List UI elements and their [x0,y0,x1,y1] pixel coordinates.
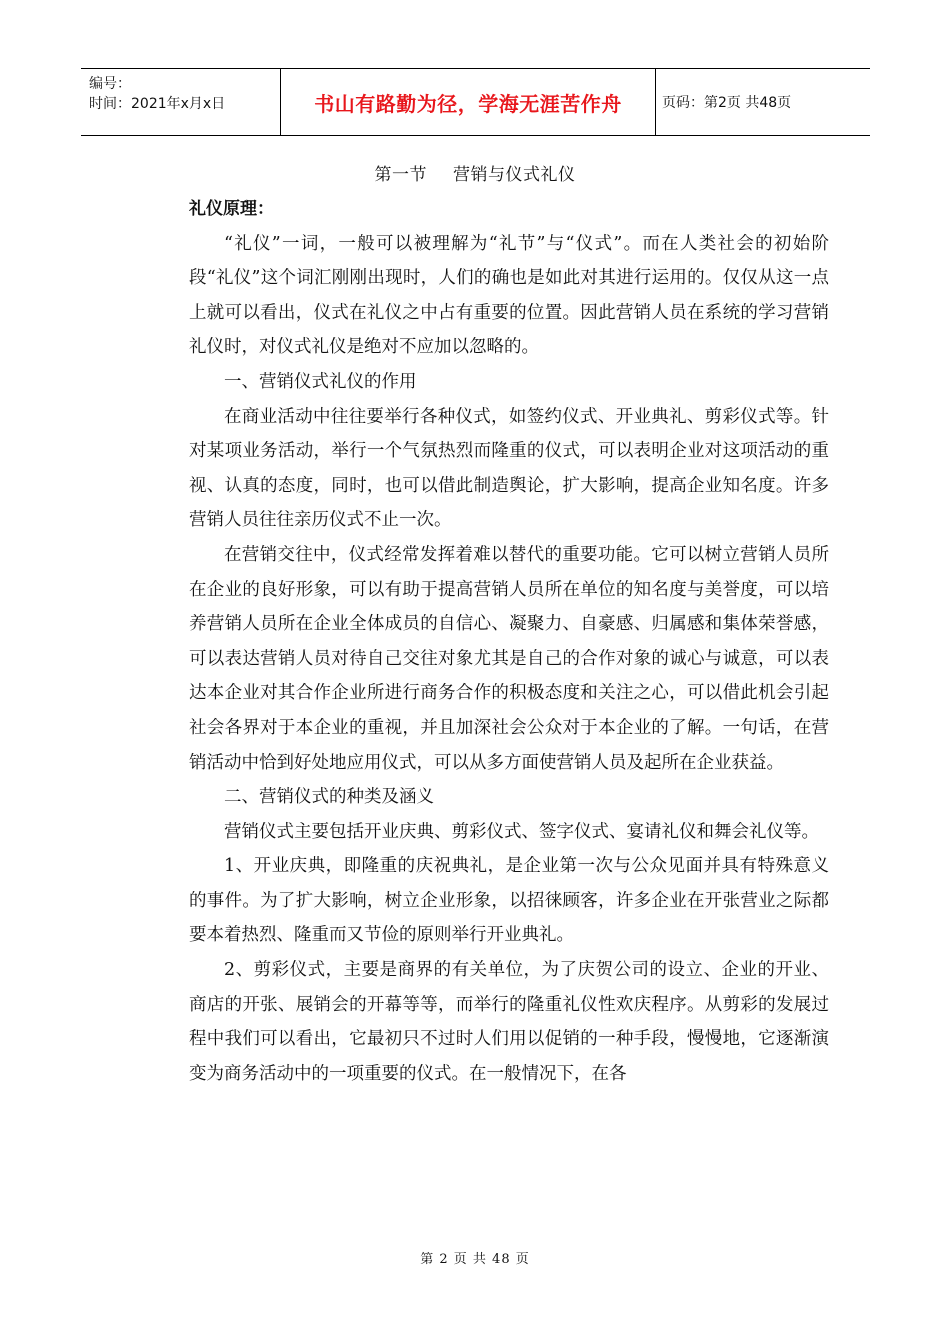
body-paragraph: 营销仪式主要包括开业庆典、剪彩仪式、签字仪式、宴请礼仪和舞会礼仪等。 [224,821,819,842]
body-heading: 礼仪原理： [189,199,274,219]
time-label: 时间：2021年x月x日 [89,96,226,112]
body-paragraph: “礼仪”一词，一般可以被理解为“礼节”与“仪式”。而在人类社会的初始阶段“礼仪”这个词汇刚刚出现时，人们的确也是如此对其进行运用的。仅仅从这一点上就可以看出，仪式在礼仪之中占有重要的位置。因此营销人员在系统的学习营销礼仪时，对仪式礼仪是绝对不应加以忽略的。 [189,233,829,358]
body-paragraph: 2、剪彩仪式，主要是商界的有关单位，为了庆贺公司的设立、企业的开业、商店的开张、展销会的开幕等等，而举行的隆重礼仪性欢庆程序。从剪彩的发展过程中我们可以看出，它最初只不过时人们用以促销的一种手段，慢慢地，它逐渐演变为商务活动中的一项重要的仪式。在一般情况下，在各 [189,960,829,1084]
header-page-info: 页码：第2页 共48页 [662,95,792,111]
header-motto: 书山有路勤为径，学海无涯苦作舟 [281,69,656,135]
body-paragraph: 1、开业庆典，即隆重的庆祝典礼，是企业第一次与公众见面并具有特殊意义的事件。为了扩大影响，树立企业形象，以招徕顾客，许多企业在开张营业之际都要本着热烈、隆重而又节俭的原则举行开业典礼。 [189,856,829,946]
page-footer: 第 2 页 共 48 页 [420,1252,530,1267]
number-label: 编号： [89,76,131,92]
section-number: 第一节 [374,165,427,185]
document-body [189,192,829,1091]
section-heading: 营销与仪式礼仪 [453,165,576,185]
header-meta [81,69,281,135]
body-paragraph: 二、营销仪式的种类及涵义 [224,787,434,808]
body-paragraph: 在商业活动中往往要举行各种仪式，如签约仪式、开业典礼、剪彩仪式等。针对某项业务活动，举行一个气氛热烈而隆重的仪式，可以表明企业对这项活动的重视、认真的态度，同时，也可以借此制造舆论，扩大影响，提高企业知名度。许多营销人员往往亲历仪式不止一次。 [189,406,829,531]
body-paragraph: 在营销交往中，仪式经常发挥着难以替代的重要功能。它可以树立营销人员所在企业的良好形象，可以有助于提高营销人员所在单位的知名度与美誉度，可以培养营销人员所在企业全体成员的自信心、凝聚力、自豪感、归属感和集体荣誉感，可以表达营销人员对待自己交往对象尤其是自己的合作对象的诚心与诚意，可以表达本企业对其合作企业所进行商务合作的积极态度和关注之心，可以借此机会引起社会各界对于本企业的重视，并且加深社会公众对于本企业的了解。一句话，在营销活动中恰到好处地应用仪式，可以从多方面使营销人员及起所在企业获益。 [189,544,829,773]
body-paragraph: 一、营销仪式礼仪的作用 [224,371,417,392]
section-title [0,160,950,185]
document-header [81,68,870,136]
